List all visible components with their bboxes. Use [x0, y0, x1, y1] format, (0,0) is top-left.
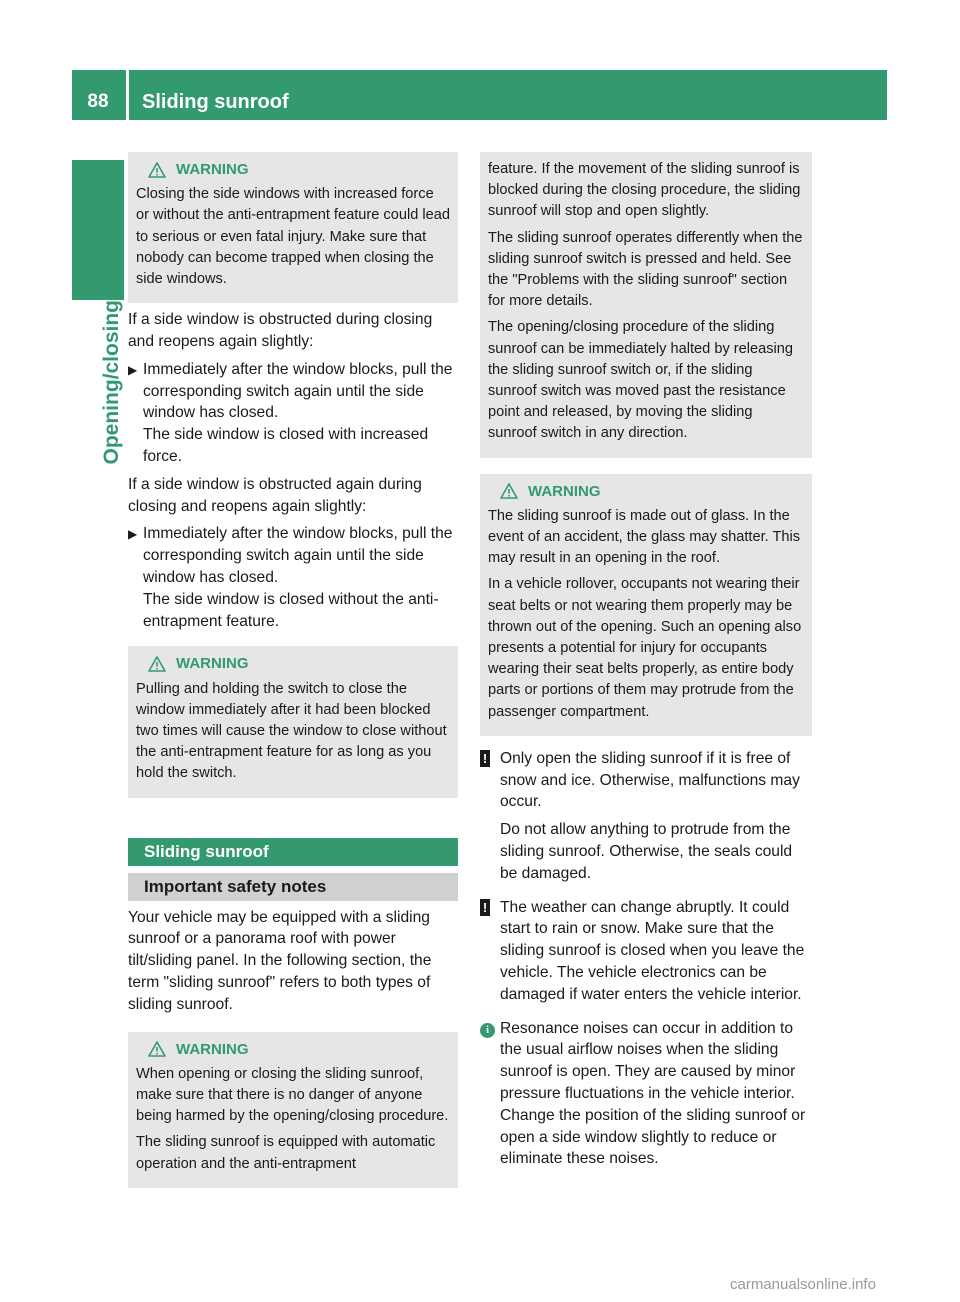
- warning-box: [128, 1032, 458, 1188]
- warning-text: In a vehicle rollover, occupants not wearing their seat belts or not wearing them properly may be thrown out of the opening. Such an opening also presents a potential for injury for occupants wearing their seat belts properly, as entire body parts or portions of them may protrude from the passenger compartment.: [488, 576, 802, 720]
- warning-triangle-icon: [148, 656, 166, 672]
- chapter-label: [72, 300, 124, 500]
- warning-heading: [148, 1039, 450, 1060]
- note-text: The weather can change abruptly. It could start to rain or snow. Make sure that the sliding sunroof is closed when you leave the vehicle. The vehicle electronics can be damaged if water enters the vehicle interior.: [500, 898, 805, 1003]
- warning-heading: [148, 653, 450, 674]
- warning-text: The sliding sunroof is equipped with automatic operation and the anti-entrapment: [136, 1134, 436, 1172]
- watermark: carmanualsonline.info: [730, 1276, 876, 1293]
- step-text: Immediately after the window blocks, pull the corresponding switch again until the side window has closed.: [143, 360, 453, 422]
- info-icon: i: [480, 1018, 500, 1177]
- warning-text: The sliding sunroof is made out of glass. In the event of an accident, the glass may shatter. This may result in an opening in the roof.: [488, 507, 801, 567]
- warning-triangle-icon: [148, 162, 166, 178]
- chapter-tab: [72, 160, 124, 300]
- exclamation-icon: !: [480, 897, 500, 1012]
- warning-label: WARNING: [528, 482, 601, 500]
- instruction-step: [128, 523, 458, 632]
- page-number: 88: [87, 91, 109, 112]
- caution-note: [480, 897, 812, 1012]
- note-text: Only open the sliding sunroof if it is free of snow and ice. Otherwise, malfunctions may occur.: [500, 749, 800, 811]
- warning-text: Closing the side windows with increased force or without the anti-entrapment feature could lead to serious or even fatal injury. Make sure that nobody can become trapped when closing the side windows.: [136, 186, 450, 288]
- step-arrow-icon: ▶: [128, 362, 138, 377]
- step-text: Immediately after the window blocks, pull the corresponding switch again until the side window has closed.: [143, 525, 453, 586]
- warning-box: [128, 646, 458, 797]
- header-divider: [126, 70, 129, 120]
- subsection-heading: Important safety notes: [128, 873, 458, 901]
- warning-box-continued: [480, 152, 812, 458]
- warning-box: [480, 474, 812, 736]
- instruction-step: [128, 359, 458, 468]
- exclamation-icon: !: [480, 748, 500, 891]
- warning-label: WARNING: [176, 655, 249, 673]
- step-result: The side window is closed with increased force.: [143, 426, 429, 465]
- note-text: Do not allow anything to protrude from the sliding sunroof. Otherwise, the seals could be damaged.: [500, 821, 793, 882]
- warning-text: feature. If the movement of the sliding sunroof is blocked during the closing procedure, the sliding sunroof will stop and open slightly.: [488, 161, 801, 220]
- step-arrow-icon: ▶: [128, 527, 138, 542]
- warning-text: Pulling and holding the switch to close the window immediately after it had been blocked two times will cause the window to close without the anti-entrapment feature for as long as you hold the switch.: [136, 680, 447, 782]
- section-heading: Sliding sunroof: [128, 838, 458, 866]
- warning-text: The sliding sunroof operates differently when the sliding sunroof switch is pressed and held. See the "Problems with the sliding sunroof" section for more details.: [488, 229, 803, 310]
- info-note: [480, 1018, 812, 1177]
- chapter-label-text: Opening/closing: [100, 300, 123, 465]
- paragraph: If a side window is obstructed again during closing and reopens again slightly:: [128, 475, 422, 515]
- caution-note: [480, 748, 812, 891]
- note-text: Resonance noises can occur in addition to the usual airflow noises when the sliding sunroof is open. They are caused by minor pressure fluctuations in the vehicle interior. Change the position of the sliding sunroof or open a side window slightly to reduce or eliminate these noises.: [500, 1019, 806, 1168]
- warning-heading: [148, 159, 450, 180]
- warning-text: The opening/closing procedure of the sliding sunroof can be immediately halted by releasing the sliding sunroof switch or, if the sliding sunroof switch was moved past the resistance point and released, by moving the sliding sunroof switch in any direction.: [488, 319, 794, 442]
- paragraph: Your vehicle may be equipped with a sliding sunroof or a panorama roof with power tilt/sliding panel. In the following section, the term "sliding sunroof" refers to both types of sliding sunroof.: [128, 908, 432, 1013]
- warning-label: WARNING: [176, 161, 249, 178]
- header-title: Sliding sunroof: [142, 91, 289, 113]
- warning-triangle-icon: [500, 483, 518, 499]
- left-column: [128, 152, 458, 1188]
- page-header: [72, 70, 887, 120]
- paragraph: If a side window is obstructed during closing and reopens again slightly:: [128, 311, 433, 351]
- warning-label: WARNING: [176, 1040, 249, 1058]
- warning-box: [128, 152, 458, 303]
- step-result: The side window is closed without the anti-entrapment feature.: [143, 590, 439, 630]
- warning-triangle-icon: [148, 1041, 166, 1057]
- warning-text: When opening or closing the sliding sunroof, make sure that there is no danger of anyone being harmed by the opening/closing procedure.: [136, 1065, 449, 1125]
- right-column: [480, 152, 812, 1182]
- warning-heading: [500, 481, 804, 502]
